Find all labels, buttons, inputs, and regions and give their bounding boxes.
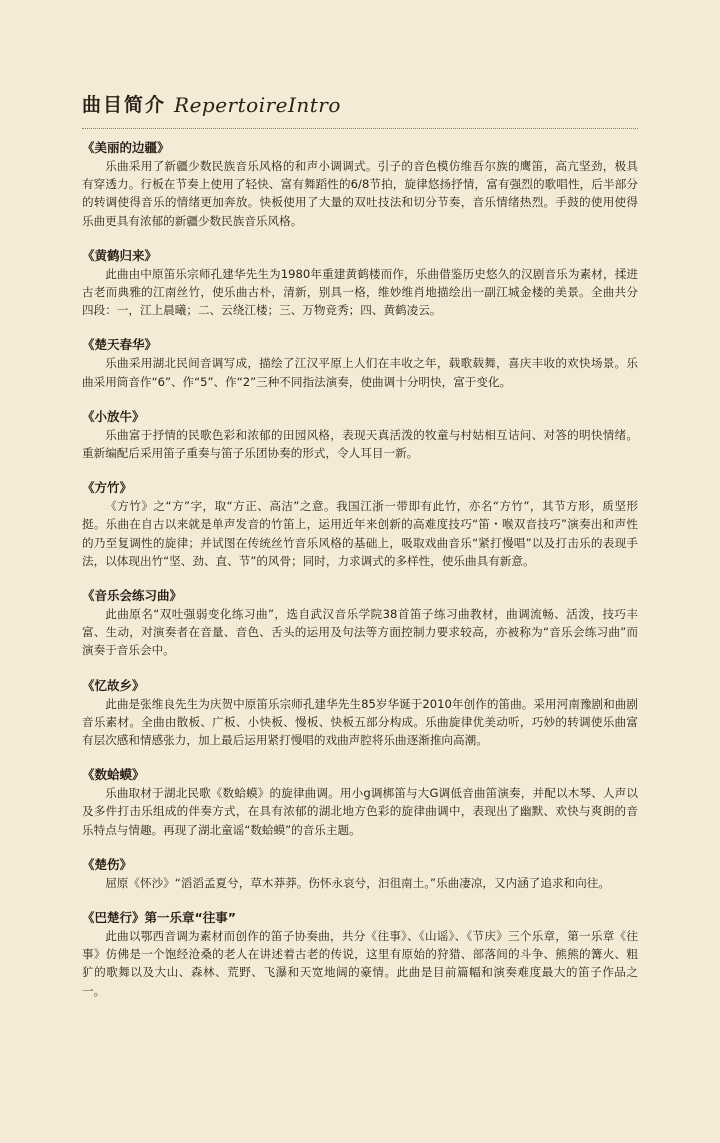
piece-title: 《方竹》 — [82, 480, 133, 496]
piece-entry — [82, 336, 638, 390]
dotted-divider — [82, 128, 638, 129]
piece-description: 屈原《怀沙》“滔滔孟夏兮，草木莽莽。伤怀永哀兮，汩徂南土。”乐曲凄凉，又内涵了追求和向往。 — [105, 875, 610, 890]
piece-entry — [82, 677, 638, 750]
piece-title: 《楚伤》 — [82, 856, 133, 872]
piece-description: 此曲由中原笛乐宗师孔建华先生为1980年重建黄鹤楼而作，乐曲借鉴历史悠久的汉剧音乐为素材，揉进古老而典雅的江南丝竹，使乐曲古朴，清新，别具一格，维妙维肖地描绘出一副江城金楼的美景。全曲共分四段：一，江上晨曦；二、云绕江楼；三、万物竞秀；四、黄鹤凌云。 — [82, 266, 638, 318]
piece-title: 《巴楚行》第一乐章“往事” — [82, 910, 236, 926]
piece-entry — [82, 139, 638, 230]
piece-title: 《数蛤蟆》 — [82, 767, 145, 783]
piece-entry — [82, 408, 638, 462]
piece-title: 《小放牛》 — [82, 408, 145, 424]
piece-title: 《忆故乡》 — [82, 677, 145, 693]
piece-entry — [82, 766, 638, 839]
section-title-english: RepertoireIntro — [174, 93, 341, 117]
repertoire-list — [82, 139, 638, 1000]
piece-entry — [82, 587, 638, 660]
piece-description: 乐曲采用了新疆少数民族音乐风格的和声小调调式。引子的音色模仿维吾尔族的鹰笛，高亢坚劲，极具有穿透力。行板在节奏上使用了轻快、富有舞蹈性的6/8节拍，旋律悠扬抒情，富有强烈的歌唱性，后半部分的转调使得音乐的情绪更加奔放。快板使用了大量的双吐技法和切分节奏，音乐情绪热烈。手鼓的使用使得乐曲更具有浓郁的新疆少数民族音乐风格。 — [82, 159, 638, 228]
piece-description: 此曲以鄂西音调为素材而创作的笛子协奏曲，共分《往事》、《山谣》、《节庆》三个乐章，第一乐章《往事》仿佛是一个饱经沧桑的老人在讲述着古老的传说，这里有原始的狩猎、部落间的斗争、熊熊的篝火、粗犷的歌舞以及大山、森林、荒野、飞瀑和天宽地阔的豪情。此曲是目前篇幅和演奏难度最大的笛子作品之一。 — [82, 929, 638, 998]
piece-title: 《楚天春华》 — [82, 337, 158, 353]
piece-description: 此曲原名“双吐强弱变化练习曲”，选自武汉音乐学院38首笛子练习曲教材，曲调流畅、活泼，技巧丰富、生动，对演奏者在音量、音色、舌头的运用及句法等方面控制力要求较高，亦被称为“音乐会练习曲”而演奏于音乐会中。 — [82, 607, 638, 658]
section-header — [82, 90, 638, 126]
section-title: 曲目简介 — [82, 94, 167, 116]
piece-description: 乐曲采用湖北民间音调写成，描绘了江汉平原上人们在丰收之年，载歌载舞，喜庆丰收的欢快场景。乐曲采用筒音作“6”、作“5”、作“2”三种不同指法演奏，使曲调十分明快，富于变化。 — [82, 356, 638, 389]
piece-description: 乐曲取材于湖北民歌《数蛤蟆》的旋律曲调。用小g调梆笛与大G调低音曲笛演奏，并配以木琴、人声以及多件打击乐组成的伴奏方式，在具有浓郁的湖北地方色彩的旋律曲调中，表现出了幽默、欢快与爽朗的音乐特点与情趣。再现了湖北童谣“数蛤蟆”的音乐主题。 — [82, 786, 638, 837]
piece-title: 《音乐会练习曲》 — [82, 588, 183, 604]
piece-entry — [82, 247, 638, 320]
piece-entry — [82, 856, 638, 892]
piece-title: 《黄鹤归来》 — [82, 247, 158, 263]
piece-entry — [82, 909, 638, 1000]
piece-description: 此曲是张维良先生为庆贺中原笛乐宗师孔建华先生85岁华诞于2010年创作的笛曲。采用河南豫剧和曲剧音乐素材。全曲由散板、广板、小快板、慢板、快板五部分构成。乐曲旋律优美动听，巧妙的转调使乐曲富有层次感和情感张力，加上最后运用紧打慢唱的戏曲声腔将乐曲逐渐推向高潮。 — [82, 696, 638, 748]
piece-description: 乐曲富于抒情的民歌色彩和浓郁的田园风格，表现天真活泼的牧童与村姑相互诘问、对答的明快情绪。重新编配后采用笛子重奏与笛子乐团协奏的形式，令人耳目一新。 — [82, 427, 638, 461]
piece-entry — [82, 479, 638, 570]
piece-title: 《美丽的边疆》 — [82, 140, 170, 155]
piece-description: 《方竹》之“方”字，取“方正、高洁”之意。我国江浙一带即有此竹，亦名“方竹”，其节方形，质坚形挺。乐曲在自古以来就是单声发音的竹笛上，运用近年来创新的高难度技巧“笛・喉双音技巧”演奏出和声性的乃至复调性的旋律；并试图在传统丝竹音乐风格的基础上，吸取戏曲音乐“紧打慢唱”以及打击乐的表现手法，以体现出竹“坚、劲、直、节”的风骨；同时，力求调式的多样性，使乐曲具有新意。 — [82, 499, 638, 568]
